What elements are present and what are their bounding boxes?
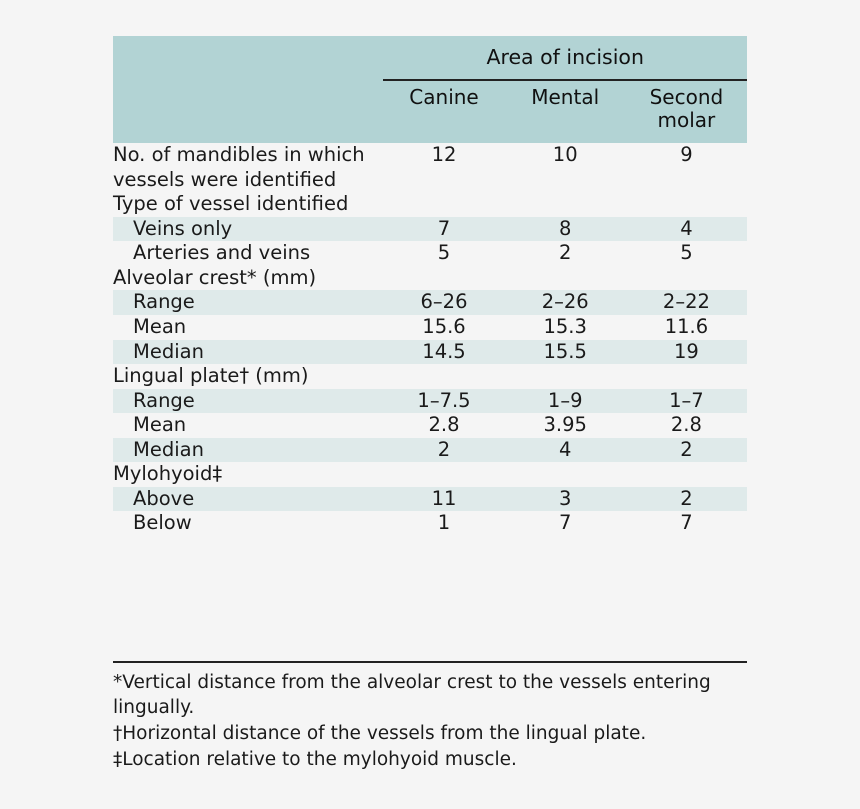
- row-value-canine: [383, 266, 504, 291]
- row-value-second-molar: 4: [626, 217, 747, 242]
- row-label: Mean: [133, 314, 187, 338]
- row-value-mental: 10: [552, 143, 578, 166]
- row-value-canine: 7: [383, 217, 504, 242]
- row-value-mental: 3: [505, 487, 626, 512]
- table-row: [113, 143, 747, 192]
- row-value-mental: 4: [505, 438, 626, 463]
- row-value-second-molar: 11.6: [664, 314, 709, 338]
- row-value-mental: 7: [558, 511, 572, 535]
- row-value-canine: [383, 192, 504, 217]
- row-label: No. of mandibles in which vessels were identified: [113, 143, 365, 191]
- row-label: Type of vessel identified: [113, 192, 349, 216]
- row-value-second-molar: [626, 192, 747, 217]
- footnotes: [113, 671, 757, 774]
- column-header-blank: [113, 82, 383, 143]
- row-label: Range: [113, 389, 383, 414]
- row-label: Median: [113, 340, 383, 365]
- row-value-second-molar: 2–22: [626, 290, 747, 315]
- table-row: [113, 266, 747, 291]
- row-value-canine: 14.5: [383, 340, 504, 365]
- row-value-second-molar: 2: [626, 487, 747, 512]
- row-value-second-molar: [626, 266, 747, 291]
- row-value-second-molar: 19: [626, 340, 747, 365]
- row-value-mental: [505, 364, 626, 389]
- row-label: Below: [133, 511, 192, 535]
- row-label: Median: [113, 438, 383, 463]
- header-corner-cell: [113, 36, 383, 79]
- row-value-second-molar: 9: [680, 143, 693, 166]
- table-row: [113, 192, 747, 217]
- table-bottom-rule: [113, 661, 747, 663]
- table-row: [113, 413, 747, 438]
- row-label: Arteries and veins: [133, 241, 311, 265]
- row-value-second-molar: 2: [626, 438, 747, 463]
- row-value-canine: [383, 364, 504, 389]
- row-value-canine: 1: [437, 511, 451, 535]
- row-label: Veins only: [113, 217, 383, 242]
- column-header-second-molar: Second molar: [626, 82, 747, 143]
- table-column-header-row: [113, 82, 747, 143]
- row-value-mental: 15.3: [543, 314, 587, 338]
- row-value-second-molar: [626, 364, 747, 389]
- table-row: [113, 364, 747, 389]
- column-header-canine: Canine: [383, 82, 504, 143]
- row-value-canine: [383, 462, 504, 487]
- table-row: [113, 340, 747, 365]
- row-label: Mean: [133, 413, 187, 437]
- footnote-3: ‡Location relative to the mylohyoid muscle.: [113, 748, 517, 770]
- row-value-second-molar: 5: [680, 241, 693, 265]
- row-value-canine: 12: [431, 143, 457, 166]
- table-header: [113, 36, 747, 143]
- row-label: Mylohyoid‡: [113, 462, 223, 486]
- row-label: Above: [113, 487, 383, 512]
- table-row: [113, 290, 747, 315]
- row-value-mental: 2: [558, 241, 572, 265]
- row-value-canine: 2: [383, 438, 504, 463]
- row-value-canine: 5: [437, 241, 451, 265]
- column-header-mental: Mental: [505, 82, 626, 143]
- header-rule-line: [383, 79, 747, 81]
- table-row: [113, 511, 747, 536]
- row-value-mental: 2–26: [505, 290, 626, 315]
- table-row: [113, 438, 747, 463]
- table-row: [113, 217, 747, 242]
- row-value-canine: 2.8: [428, 413, 460, 437]
- footnote-2: †Horizontal distance of the vessels from the lingual plate.: [113, 722, 647, 744]
- table-row: [113, 389, 747, 414]
- results-table: [113, 36, 747, 536]
- row-value-mental: [505, 462, 626, 487]
- footnote-1: *Vertical distance from the alveolar crest to the vessels entering lingually.: [113, 672, 711, 718]
- row-value-second-molar: 7: [680, 511, 693, 535]
- table-body: [113, 143, 747, 536]
- table-row: [113, 487, 747, 512]
- row-value-mental: 1–9: [505, 389, 626, 414]
- group-header-area-of-incision: Area of incision: [383, 36, 747, 79]
- table-row: [113, 462, 747, 487]
- table-row: [113, 241, 747, 266]
- row-label: Range: [113, 290, 383, 315]
- row-value-second-molar: [626, 462, 747, 487]
- row-value-second-molar: 1–7: [626, 389, 747, 414]
- table-group-header-row: [113, 36, 747, 79]
- row-value-canine: 1–7.5: [383, 389, 504, 414]
- row-value-mental: [505, 266, 626, 291]
- row-value-second-molar: 2.8: [670, 413, 702, 437]
- table-row: [113, 315, 747, 340]
- row-value-canine: 11: [383, 487, 504, 512]
- row-value-mental: 15.5: [505, 340, 626, 365]
- row-value-mental: 3.95: [543, 413, 587, 437]
- row-value-canine: 15.6: [422, 314, 466, 338]
- row-label: Lingual plate† (mm): [113, 364, 309, 388]
- row-value-mental: 8: [505, 217, 626, 242]
- row-value-mental: [505, 192, 626, 217]
- row-value-canine: 6–26: [383, 290, 504, 315]
- row-label: Alveolar crest* (mm): [113, 265, 317, 289]
